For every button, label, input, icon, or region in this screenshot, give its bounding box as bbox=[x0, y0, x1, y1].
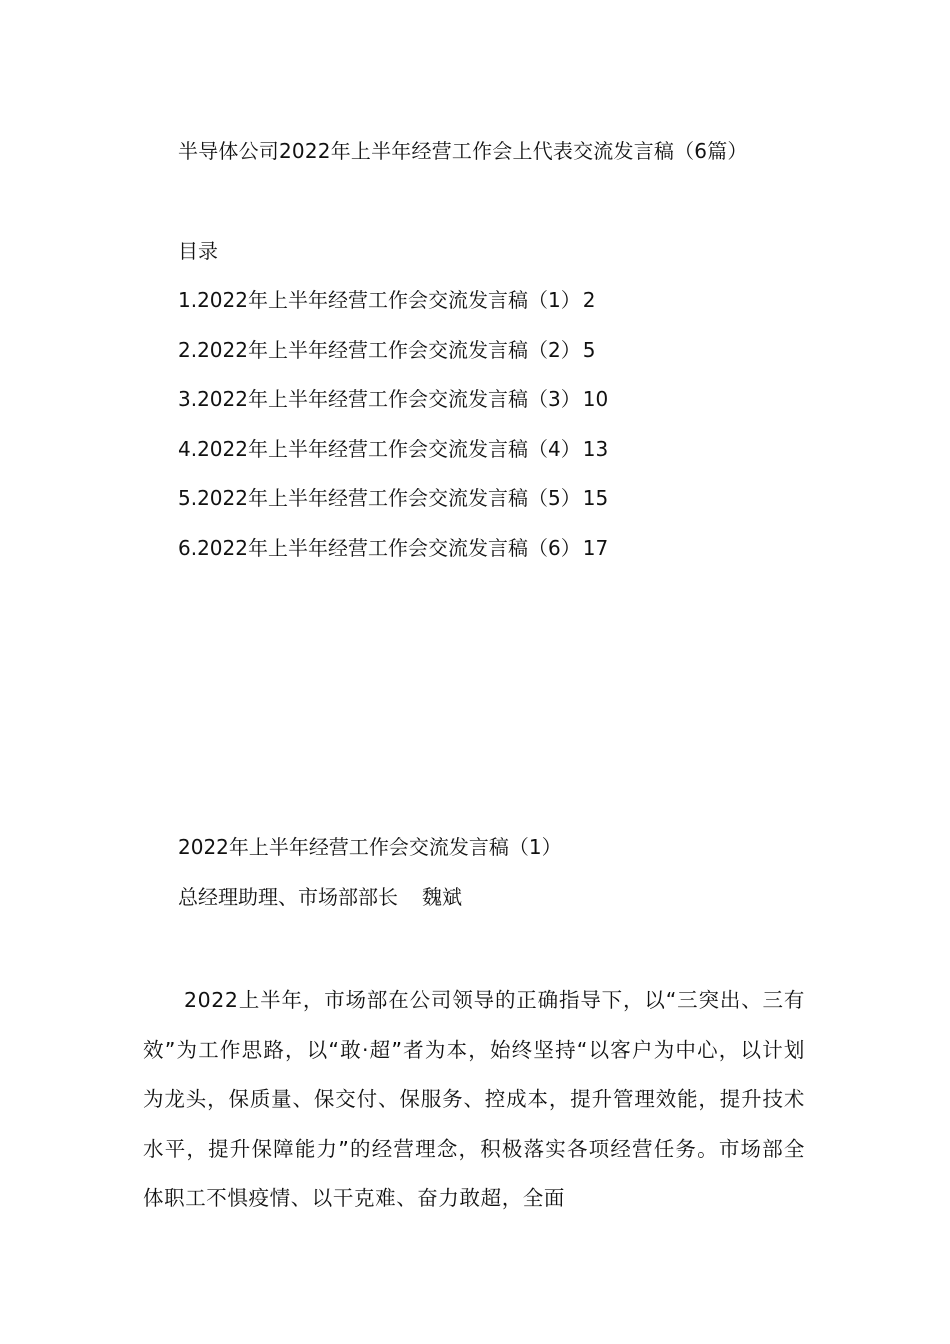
toc-item-1[interactable] bbox=[178, 285, 608, 315]
toc-item-3[interactable] bbox=[178, 384, 608, 414]
toc-item-4[interactable] bbox=[178, 434, 608, 464]
toc-item-page: 2 bbox=[582, 288, 596, 312]
author-line bbox=[178, 882, 462, 912]
toc-item-page: 10 bbox=[582, 387, 609, 412]
toc-item-label: 6.2022年上半年经营工作会交流发言稿（6） bbox=[178, 535, 581, 560]
toc-heading: 目录 bbox=[178, 239, 218, 263]
body-paragraph: 2022上半年，市场部在公司领导的正确指导下，以“三突出、三有效”为工作思路，以“敢·超”者为本，始终坚持“以客户为中心，以计划为龙头，保质量、保交付、保服务、控成本，提升管理效能，提升技术水平，提升保障能力”的经营理念，积极落实各项经营任务。市场部全体职工不惧疫情、以干克难、奋力敢超，全面 bbox=[143, 988, 805, 1210]
section-title: 2022年上半年经营工作会交流发言稿（1） bbox=[178, 835, 562, 859]
toc-item-label: 2.2022年上半年经营工作会交流发言稿（2） bbox=[178, 337, 581, 362]
toc-item-6[interactable] bbox=[178, 533, 608, 563]
toc-item-2[interactable] bbox=[178, 335, 608, 365]
toc-item-page: 15 bbox=[582, 486, 609, 511]
document-title: 半导体公司2022年上半年经营工作会上代表交流发言稿（6篇） bbox=[178, 139, 748, 163]
toc-item-5[interactable] bbox=[178, 483, 608, 513]
toc-item-label: 4.2022年上半年经营工作会交流发言稿（4） bbox=[178, 436, 581, 461]
toc-item-label: 3.2022年上半年经营工作会交流发言稿（3） bbox=[178, 387, 581, 412]
toc-item-page: 13 bbox=[582, 436, 609, 461]
author-role: 总经理助理、市场部部长 bbox=[178, 885, 398, 909]
table-of-contents bbox=[178, 285, 608, 583]
toc-item-label: 1.2022年上半年经营工作会交流发言稿（1） bbox=[178, 288, 581, 312]
author-name: 魏斌 bbox=[422, 885, 462, 909]
toc-item-label: 5.2022年上半年经营工作会交流发言稿（5） bbox=[178, 486, 581, 511]
toc-item-page: 17 bbox=[582, 535, 609, 560]
toc-item-page: 5 bbox=[582, 337, 596, 362]
